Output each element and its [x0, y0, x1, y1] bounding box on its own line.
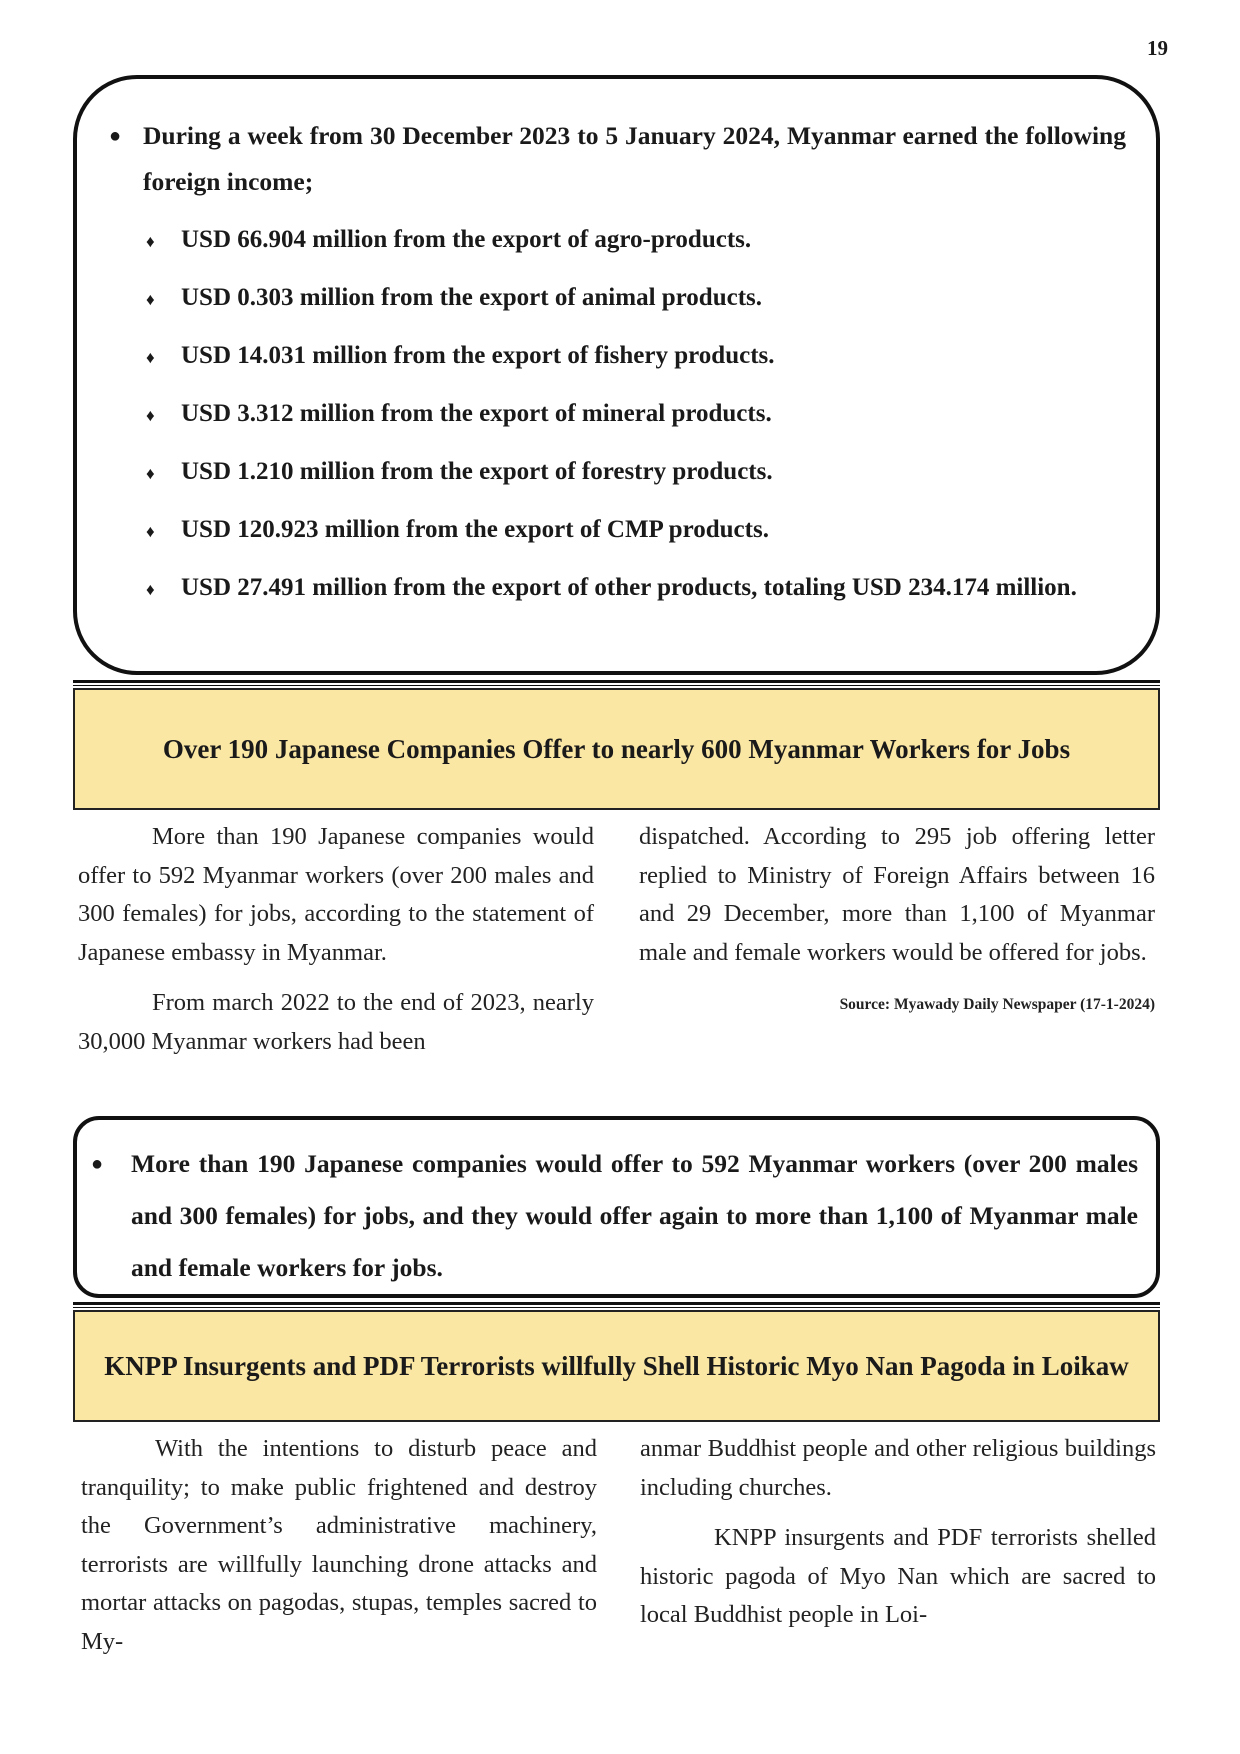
summary-text: More than 190 Japanese companies would offer to 592 Myanmar workers (over 200 males and 300 females) for jobs, and they would offer again to more than 1,100 of Myanmar male and female workers for jobs. [131, 1149, 1138, 1282]
export-income-text: USD 1.210 million from the export of forestry products. [181, 458, 773, 485]
article-paragraph: From march 2022 to the end of 2023, nearly 30,000 Myanmar workers had been [78, 989, 594, 1055]
summary-item [91, 1138, 1138, 1294]
export-income-text: USD 0.303 million from the export of animal products. [181, 284, 763, 311]
summary-list [109, 113, 1126, 205]
article-left-column [81, 1430, 597, 1673]
export-income-item [109, 565, 1126, 611]
export-income-text: USD 14.031 million from the export of fishery products. [181, 342, 775, 369]
export-income-text: USD 27.491 million from the export of other products, totaling USD 234.174 million. [181, 574, 1077, 601]
article-headline: Over 190 Japanese Companies Offer to nearly 600 Myanmar Workers for Jobs [73, 688, 1160, 810]
article-right-column [640, 1430, 1156, 1647]
article-paragraph: dispatched. According to 295 job offering letter replied to Ministry of Foreign Affairs between 16 and 29 December, more than 1,100 of Myanmar male and female workers would be offered for jobs. [639, 823, 1155, 966]
article-paragraph: anmar Buddhist people and other religious buildings including churches. [640, 1435, 1156, 1501]
export-income-item [109, 217, 1126, 263]
export-income-text: USD 66.904 million from the export of agro-products. [181, 226, 752, 253]
diamond-bullet-icon: ♦ [146, 522, 155, 541]
diamond-bullet-icon: ♦ [146, 406, 155, 425]
article-paragraph: KNPP insurgents and PDF terrorists shelled historic pagoda of Myo Nan which are sacred to local Buddhist people in Loi- [640, 1524, 1156, 1628]
summary-list [91, 1138, 1138, 1294]
export-income-item [109, 333, 1126, 379]
diamond-bullet-icon: ♦ [146, 232, 155, 251]
diamond-bullet-icon: ♦ [146, 464, 155, 483]
export-income-item [109, 275, 1126, 321]
export-income-text: USD 120.923 million from the export of CMP products. [181, 516, 769, 543]
export-income-text: USD 3.312 million from the export of mineral products. [181, 400, 772, 427]
bullet-dot-icon: ● [91, 1153, 104, 1175]
export-income-item [109, 507, 1126, 553]
page-number: 19 [1147, 36, 1168, 60]
export-income-item [109, 391, 1126, 437]
export-income-item [109, 449, 1126, 495]
diamond-bullet-icon: ♦ [146, 348, 155, 367]
summary-intro-item [109, 113, 1126, 205]
summary-intro-text: During a week from 30 December 2023 to 5 January 2024, Myanmar earned the following foreign income; [143, 121, 1126, 196]
diamond-bullet-icon: ♦ [146, 290, 155, 309]
foreign-income-summary-box [73, 75, 1160, 675]
article-paragraph: More than 190 Japanese companies would offer to 592 Myanmar workers (over 200 males and 300 females) for jobs, according to the statement of Japanese embassy in Myanmar. [78, 823, 594, 966]
article-source: Source: Myawady Daily Newspaper (17-1-2024) [839, 996, 1155, 1013]
article-paragraph: With the intentions to disturb peace and tranquility; to make public frightened and destroy the Government’s administrative machinery, terrorists are willfully launching drone attacks and mortar attacks on pagodas, stupas, temples sacred to My- [81, 1435, 597, 1655]
export-income-list [109, 217, 1126, 611]
bullet-dot-icon: ● [109, 125, 122, 147]
diamond-bullet-icon: ♦ [146, 580, 155, 599]
section-divider [73, 1302, 1160, 1308]
section-divider [73, 680, 1160, 686]
article-right-column [639, 818, 1155, 1025]
jobs-summary-box [73, 1116, 1160, 1298]
article-left-column [78, 818, 594, 1073]
article-headline: KNPP Insurgents and PDF Terrorists willfully Shell Historic Myo Nan Pagoda in Loikaw [73, 1310, 1160, 1422]
